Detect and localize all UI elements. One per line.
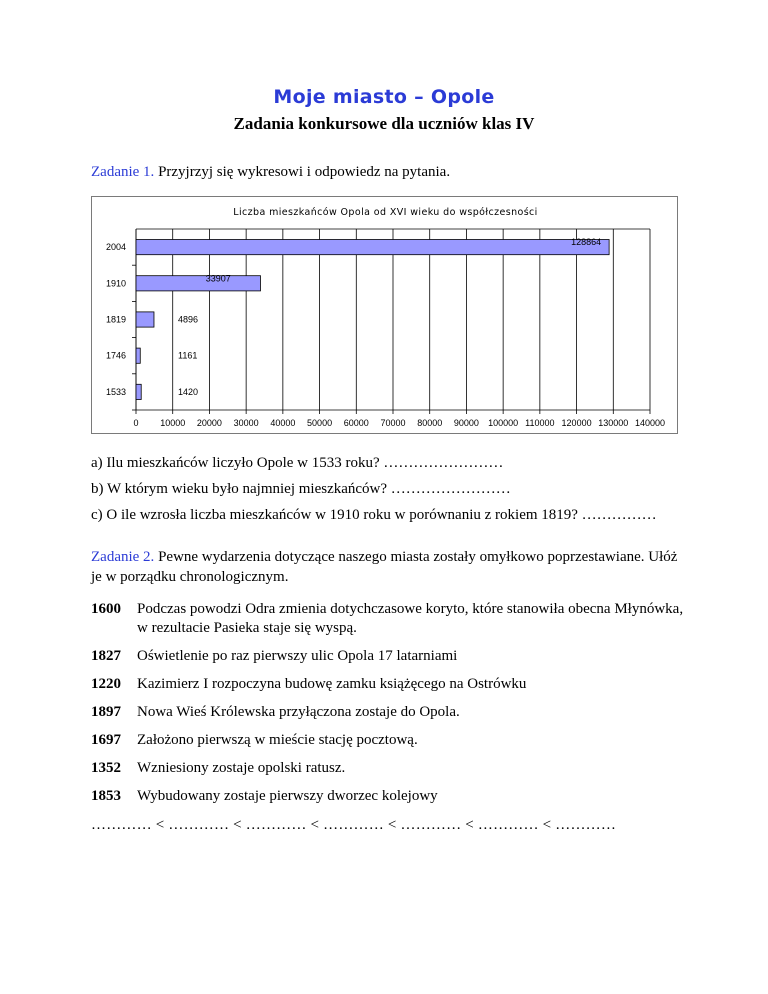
answer-blank[interactable]: ………… xyxy=(168,817,230,833)
event-year: 1827 xyxy=(91,648,121,664)
bar-value-label: 1161 xyxy=(178,350,198,361)
x-tick-label: 80000 xyxy=(417,418,443,428)
event-text: Założono pierwszą w mieście stację pocztową. xyxy=(137,732,418,748)
event-year: 1697 xyxy=(91,732,121,748)
x-tick-label: 130000 xyxy=(598,418,629,428)
task2-heading xyxy=(91,547,691,587)
events-list xyxy=(91,600,691,815)
answer-blank[interactable]: ………… xyxy=(477,817,539,833)
event-item xyxy=(91,600,691,638)
x-tick-label: 60000 xyxy=(343,418,369,428)
x-tick-label: 20000 xyxy=(196,418,222,428)
answer-separator: < xyxy=(306,817,324,833)
y-category-label: 1533 xyxy=(105,386,126,397)
bar-2004 xyxy=(136,239,609,254)
question-c: c) O ile wzrosła liczba mieszkańców w 1910 roku w porównaniu z rokiem 1819? …………… xyxy=(91,507,657,523)
answer-blank[interactable]: ………… xyxy=(91,817,152,833)
bar-value-label: 4896 xyxy=(178,314,199,325)
y-category-label: 1746 xyxy=(105,350,126,361)
x-tick-label: 90000 xyxy=(453,418,479,428)
event-item xyxy=(91,703,691,722)
population-chart xyxy=(91,196,678,434)
y-category-label: 1819 xyxy=(105,314,126,325)
chart-title: Liczba mieszkańców Opola od XVI wieku do współczesności xyxy=(233,207,538,218)
x-tick-label: 30000 xyxy=(233,418,259,428)
x-tick-label: 40000 xyxy=(270,418,296,428)
task2-label: Zadanie 2. xyxy=(91,549,155,565)
event-text: Oświetlenie po raz pierwszy ulic Opola 17 latarniami xyxy=(137,648,458,664)
x-tick-label: 100000 xyxy=(488,418,519,428)
answer-blank[interactable]: ………… xyxy=(323,817,384,833)
x-tick-label: 120000 xyxy=(561,418,592,428)
x-tick-label: 110000 xyxy=(525,418,555,428)
answer-separator: < xyxy=(229,817,246,833)
event-text: Podczas powodzi Odra zmienia dotychczasowe koryto, które stanowiła obecna Młynówka, w rezultacie Pasieka staje się wyspą. xyxy=(137,601,684,636)
x-tick-label: 50000 xyxy=(307,418,333,428)
answer-blank[interactable]: ………… xyxy=(245,817,307,833)
x-tick-label: 70000 xyxy=(380,418,406,428)
event-year: 1600 xyxy=(91,601,121,617)
task2-instruction: Pewne wydarzenia dotyczące naszego miasta zostały omyłkowo poprzestawiane. Ułóż je w porządku chronologicznym. xyxy=(91,549,678,585)
bar-value-label: 128864 xyxy=(571,237,602,248)
bar-1746 xyxy=(136,348,140,363)
y-category-label: 2004 xyxy=(105,242,126,253)
event-year: 1897 xyxy=(91,704,121,720)
event-item xyxy=(91,647,691,666)
event-year: 1220 xyxy=(91,676,121,692)
event-item xyxy=(91,731,691,750)
x-tick-label: 10000 xyxy=(160,418,186,428)
event-item xyxy=(91,675,691,694)
x-tick-label: 140000 xyxy=(634,418,666,428)
answer-blank[interactable]: ………… xyxy=(400,817,462,833)
bar-1533 xyxy=(136,384,141,399)
event-text: Kazimierz I rozpoczyna budowę zamku książęcego na Ostrówku xyxy=(137,676,527,692)
page-title: Moje miasto – Opole xyxy=(273,86,495,108)
event-year: 1853 xyxy=(91,788,121,804)
y-category-label: 1910 xyxy=(105,278,126,289)
answer-separator: < xyxy=(461,817,478,833)
bar-value-label: 1420 xyxy=(178,386,199,397)
bar-value-label: 33907 xyxy=(205,273,231,284)
answer-separator: < xyxy=(538,817,556,833)
event-text: Wybudowany zostaje pierwszy dworzec kolejowy xyxy=(137,788,438,804)
question-b: b) W którym wieku było najmniej mieszkańców? …………………… xyxy=(91,481,511,497)
answer-separator: < xyxy=(151,817,169,833)
event-item xyxy=(91,787,691,806)
answer-blank[interactable]: ………… xyxy=(555,817,617,833)
question-a: a) Ilu mieszkańców liczyło Opole w 1533 roku? …………………… xyxy=(91,455,504,471)
x-tick-label: 0 xyxy=(133,418,139,428)
bar-1819 xyxy=(136,312,154,327)
event-item xyxy=(91,759,691,778)
chart-svg xyxy=(92,197,679,435)
page-subtitle: Zadania konkursowe dla uczniów klas IV xyxy=(233,114,535,133)
event-text: Nowa Wieś Królewska przyłączona zostaje do Opola. xyxy=(137,704,460,720)
answer-separator: < xyxy=(383,817,401,833)
task1-heading xyxy=(91,162,691,182)
event-text: Wzniesiony zostaje opolski ratusz. xyxy=(137,760,346,776)
event-year: 1352 xyxy=(91,760,121,776)
task1-instruction: Przyjrzyj się wykresowi i odpowiedz na pytania. xyxy=(158,164,451,180)
bar-1910 xyxy=(136,276,260,291)
chronology-answer-line[interactable] xyxy=(91,817,616,834)
task1-label: Zadanie 1. xyxy=(91,164,155,180)
